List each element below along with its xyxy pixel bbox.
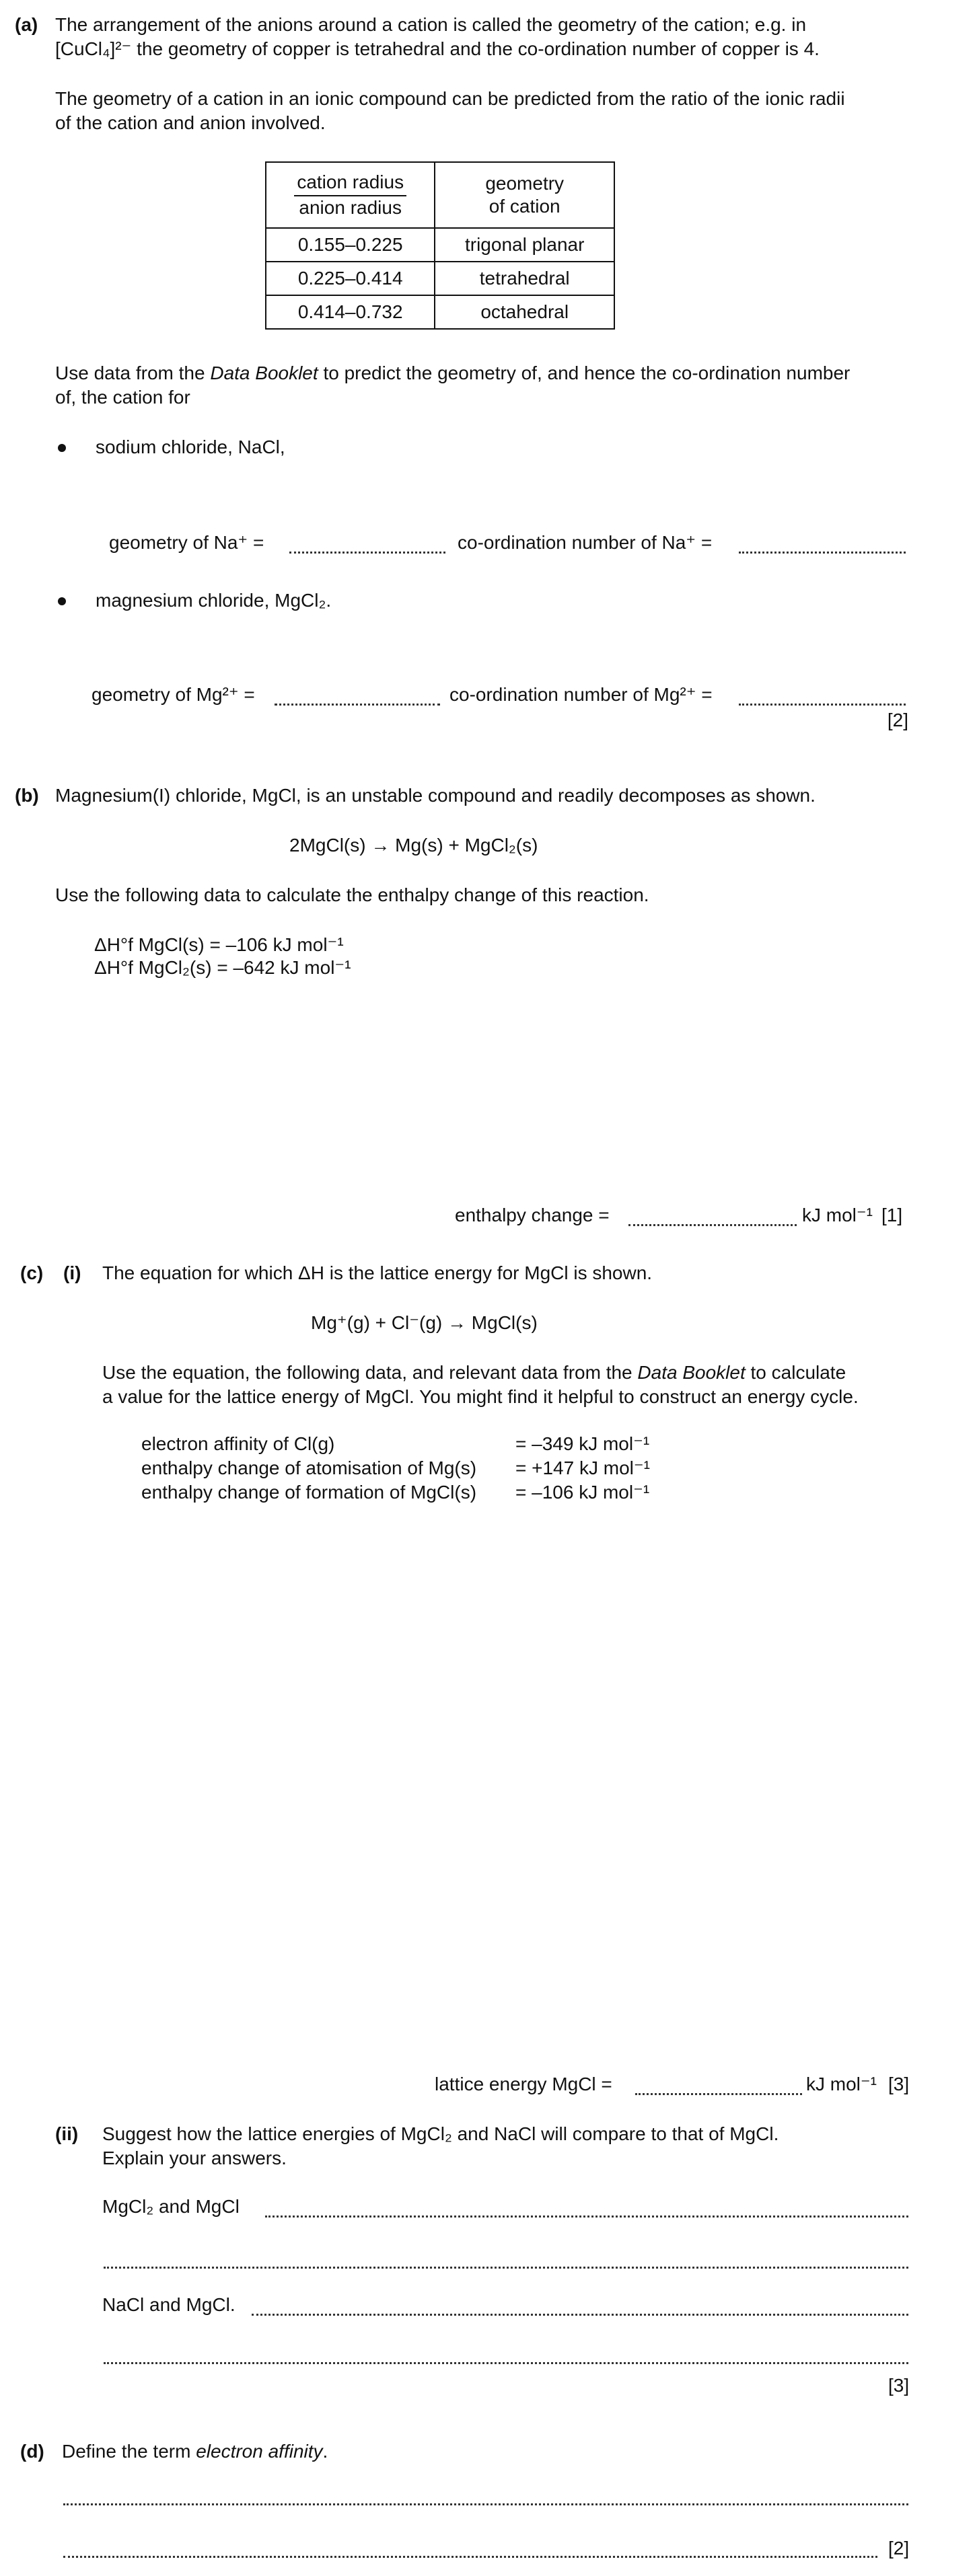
part-a-para2-line2: of the cation and anion involved. — [55, 112, 326, 133]
part-a-intro-line2: [CuCl₄]²⁻ the geometry of copper is tetrahedral and the co-ordination number of copper is 4. — [55, 38, 820, 59]
part-c-label: (c) — [20, 1262, 44, 1283]
table-row — [266, 262, 614, 295]
lattice-energy-label: lattice energy MgCl = — [435, 2074, 612, 2094]
part-a-label: (a) — [15, 14, 38, 35]
table-row — [266, 228, 614, 262]
part-b-instruction: Use the following data to calculate the enthalpy change of this reaction. — [55, 884, 649, 905]
part-c-i-instruction-line2: a value for the lattice energy of MgCl. You might find it helpful to construct an energy cycle. — [102, 1386, 859, 1407]
header-geometry-line1: geometry — [485, 173, 565, 194]
table-row — [266, 295, 614, 329]
table-cell-ratio: 0.414–0.732 — [266, 295, 435, 329]
mg-geometry-answer-line[interactable] — [275, 704, 440, 706]
electron-affinity-cl-label: electron affinity of Cl(g) — [141, 1433, 335, 1454]
part-c-i-line1: The equation for which ΔH is the lattice energy for MgCl is shown. — [102, 1262, 653, 1283]
lattice-energy-equation: Mg⁺(g) + Cl⁻(g) → MgCl(s) — [311, 1312, 538, 1333]
mg-coordination-answer-line[interactable] — [739, 704, 906, 706]
formation-mgcl-value: = –106 kJ mol⁻¹ — [515, 1482, 650, 1503]
atomisation-mg-value: = +147 kJ mol⁻¹ — [515, 1457, 650, 1478]
enthalpy-change-label: enthalpy change = — [455, 1205, 610, 1225]
part-c-i-label: (i) — [63, 1262, 81, 1283]
mgcl2-comparison-answer-line[interactable] — [265, 2215, 908, 2218]
mg-coordination-label: co-ordination number of Mg²⁺ = — [449, 684, 713, 705]
table-cell-ratio: 0.155–0.225 — [266, 228, 435, 262]
part-d-question: Define the term electron affinity. — [62, 2441, 328, 2462]
na-geometry-answer-line[interactable] — [289, 552, 445, 554]
part-a-para2-line1: The geometry of a cation in an ionic compound can be predicted from the ratio of the ionic radii — [55, 88, 845, 109]
header-geometry — [435, 162, 614, 228]
part-c-ii-line1: Suggest how the lattice energies of MgCl₂ and NaCl will compare to that of MgCl. — [102, 2123, 779, 2144]
decomposition-equation: 2MgCl(s) → Mg(s) + MgCl₂(s) — [289, 835, 538, 856]
part-c-i-marks: [3] — [888, 2074, 910, 2094]
table-cell-ratio: 0.225–0.414 — [266, 262, 435, 295]
nacl-comparison-answer-line[interactable] — [252, 2314, 908, 2316]
part-a-instruction-line1: Use data from the Data Booklet to predict the geometry of, and hence the co-ordination number — [55, 363, 851, 383]
enthalpy-change-unit: kJ mol⁻¹ — [802, 1205, 873, 1225]
part-a-instruction-line2: of, the cation for — [55, 387, 190, 408]
part-c-ii-marks: [3] — [888, 2375, 910, 2396]
enthalpy-formation-mgcl2: ΔH°f MgCl₂(s) = –642 kJ mol⁻¹ — [94, 957, 351, 978]
bullet-magnesium-chloride: magnesium chloride, MgCl₂. — [96, 590, 332, 611]
na-geometry-label: geometry of Na⁺ = — [109, 532, 264, 553]
table-header-row — [266, 162, 614, 228]
electron-affinity-cl-value: = –349 kJ mol⁻¹ — [515, 1433, 650, 1454]
electron-affinity-answer-line-2[interactable] — [63, 2556, 877, 2558]
lattice-energy-answer-line[interactable] — [635, 2093, 802, 2095]
part-a-marks: [2] — [887, 710, 908, 730]
bullet-icon — [58, 444, 66, 452]
part-b-line1: Magnesium(I) chloride, MgCl, is an unstable compound and readily decomposes as shown. — [55, 785, 816, 806]
part-b-label: (b) — [15, 785, 39, 806]
bullet-icon — [58, 597, 66, 605]
enthalpy-change-answer-line[interactable] — [628, 1224, 797, 1226]
electron-affinity-answer-line-1[interactable] — [63, 2503, 908, 2505]
formation-mgcl-label: enthalpy change of formation of MgCl(s) — [141, 1482, 477, 1503]
table-cell-geometry: octahedral — [435, 295, 614, 329]
nacl-comparison-label: NaCl and MgCl. — [102, 2294, 236, 2315]
table-cell-geometry: tetrahedral — [435, 262, 614, 295]
header-ratio-denominator: anion radius — [299, 197, 402, 218]
part-a-intro-line1: The arrangement of the anions around a cation is called the geometry of the cation; e.g. in — [55, 14, 807, 35]
na-coordination-answer-line[interactable] — [739, 552, 906, 554]
mgcl2-comparison-answer-line-2[interactable] — [104, 2267, 908, 2269]
part-c-i-instruction-line1: Use the equation, the following data, and relevant data from the Data Booklet to calculate — [102, 1362, 846, 1383]
bullet-sodium-chloride: sodium chloride, NaCl, — [96, 437, 285, 457]
header-ratio — [266, 162, 435, 228]
lattice-energy-unit: kJ mol⁻¹ — [806, 2074, 877, 2094]
radius-ratio-table — [265, 161, 615, 330]
part-c-ii-label: (ii) — [55, 2123, 79, 2144]
part-d-marks: [2] — [888, 2538, 910, 2559]
na-coordination-label: co-ordination number of Na⁺ = — [458, 532, 713, 553]
mg-geometry-label: geometry of Mg²⁺ = — [92, 684, 255, 705]
mgcl2-comparison-label: MgCl₂ and MgCl — [102, 2196, 240, 2217]
part-d-label: (d) — [20, 2441, 44, 2462]
part-c-ii-line2: Explain your answers. — [102, 2148, 287, 2168]
nacl-comparison-answer-line-2[interactable] — [104, 2362, 908, 2364]
atomisation-mg-label: enthalpy change of atomisation of Mg(s) — [141, 1457, 477, 1478]
header-ratio-numerator: cation radius — [294, 171, 406, 196]
enthalpy-formation-mgcl: ΔH°f MgCl(s) = –106 kJ mol⁻¹ — [94, 934, 344, 955]
table-cell-geometry: trigonal planar — [435, 228, 614, 262]
part-b-marks: [1] — [881, 1205, 903, 1225]
header-geometry-line2: of cation — [488, 196, 560, 217]
